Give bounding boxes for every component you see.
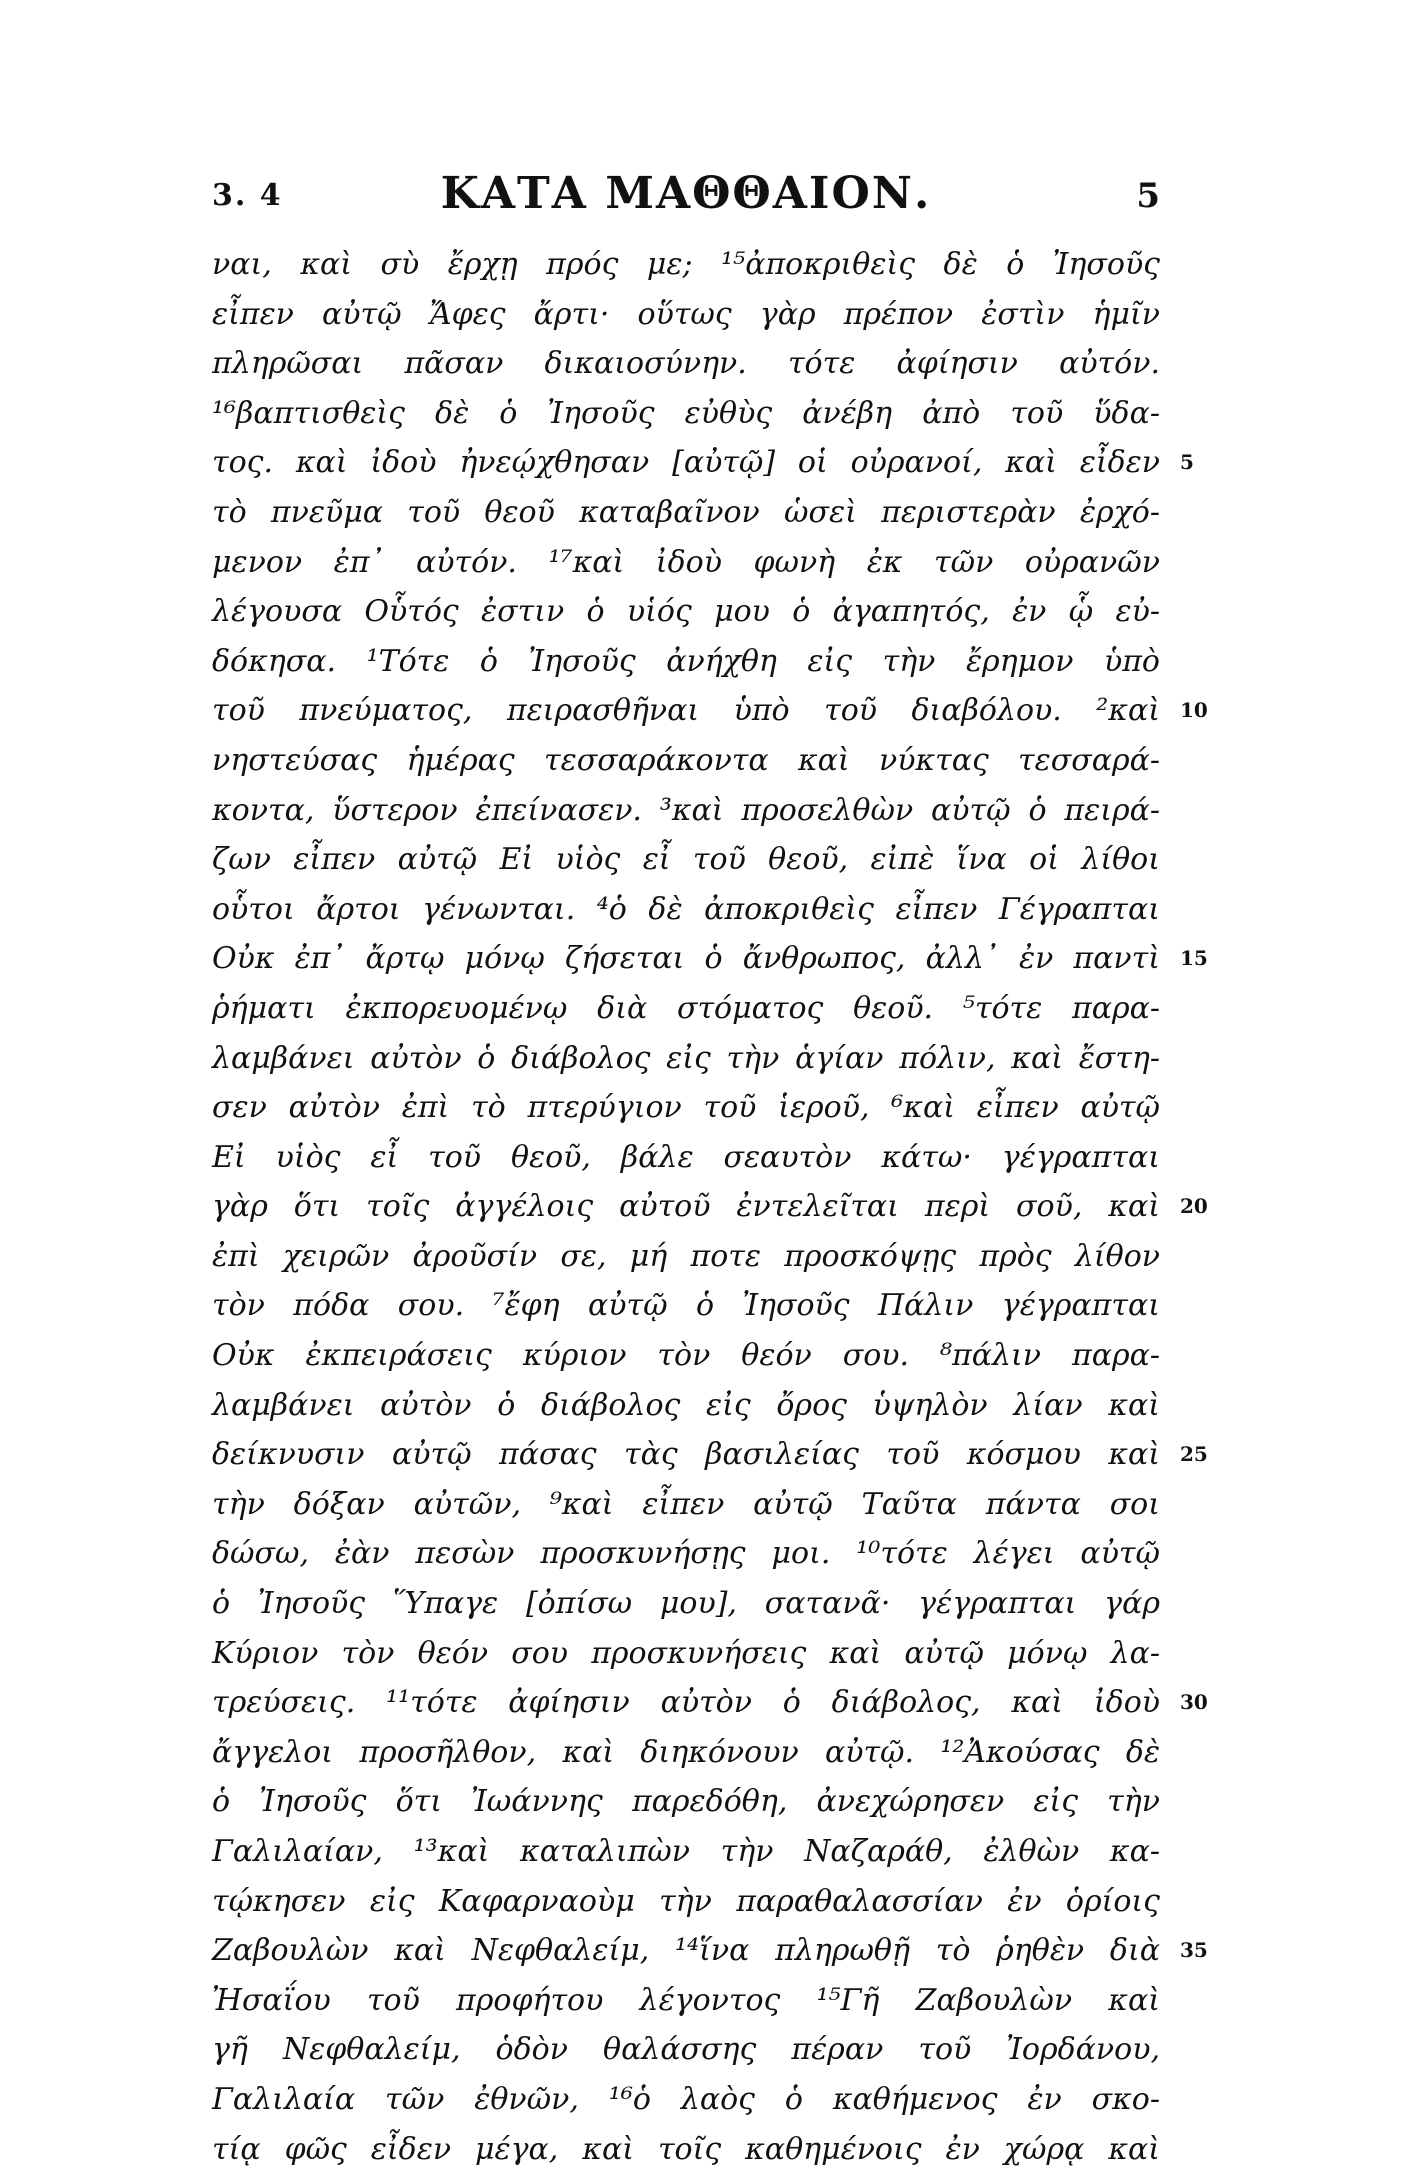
line-text: Γαλιλαίαν, ¹³καὶ καταλιπὼν τὴν Ναζαράθ, ἐλθὼν κα- — [212, 1834, 1160, 1869]
text-line — [212, 240, 1160, 290]
text-line — [212, 1529, 1160, 1579]
text-line — [212, 1579, 1160, 1629]
text-line — [212, 835, 1160, 885]
line-text: Οὐκ ἐπ᾽ ἄρτῳ μόνῳ ζήσεται ὁ ἄνθρωπος, ἀλλ᾽ ἐν παντὶ — [212, 941, 1160, 977]
text-line — [212, 1777, 1160, 1827]
line-text: τοῦ πνεύματος, πειρασθῆναι ὑπὸ τοῦ διαβόλου. ²καὶ — [212, 693, 1160, 729]
text-line — [212, 438, 1194, 488]
line-text: ὁ Ἰησοῦς ὅτι Ἰωάννης παρεδόθη, ἀνεχώρησεν εἰς τὴν — [212, 1784, 1160, 1820]
line-text: τρεύσεις. ¹¹τότε ἀφίησιν αὐτὸν ὁ διάβολος, καὶ ἰδοὺ — [212, 1685, 1160, 1721]
line-text: ἄγγελοι προσῆλθον, καὶ διηκόνουν αὐτῷ. ¹²Ἀκούσας δὲ — [212, 1734, 1160, 1770]
line-text: Ζαβουλὼν καὶ Νεφθαλείμ, ¹⁴ἵνα πληρωθῇ τὸ ῥηθὲν διὰ — [212, 1933, 1160, 1969]
text-line — [212, 1976, 1160, 2026]
text-line — [212, 1133, 1160, 1183]
line-text: σεν αὐτὸν ἐπὶ τὸ πτερύγιον τοῦ ἱεροῦ, ⁶καὶ εἶπεν αὐτῷ — [212, 1090, 1160, 1126]
line-number: 25 — [1180, 1442, 1208, 1467]
line-text: Κύριον τὸν θεόν σου προσκυνήσεις καὶ αὐτῷ μόνῳ λα- — [212, 1635, 1160, 1671]
text-line — [212, 984, 1160, 1034]
text-line — [212, 1331, 1160, 1381]
line-text: τίᾳ φῶς εἶδεν μέγα, καὶ τοῖς καθημένοις ἐν χώρᾳ καὶ — [212, 2131, 1160, 2167]
text-line — [212, 934, 1208, 984]
text-line — [212, 1430, 1208, 1480]
text-line — [212, 1381, 1160, 1431]
line-text: γὰρ ὅτι τοῖς ἀγγέλοις αὐτοῦ ἐντελεῖται περὶ σοῦ, καὶ — [212, 1189, 1160, 1225]
chapter-verse-reference: 3. 4 — [212, 178, 283, 213]
text-line — [212, 786, 1160, 836]
text-line — [212, 1182, 1208, 1232]
text-line — [212, 2125, 1160, 2174]
text-line — [212, 389, 1160, 439]
text-line — [212, 1083, 1160, 1133]
text-line — [212, 1034, 1160, 1084]
line-text: ὁ Ἰησοῦς Ὕπαγε [ὀπίσω μου], σατανᾶ· γέγραπται γάρ — [212, 1586, 1160, 1622]
text-line — [212, 1232, 1160, 1282]
line-number: 5 — [1180, 450, 1194, 475]
text-line — [212, 587, 1160, 637]
line-text: δόκησα. ¹Τότε ὁ Ἰησοῦς ἀνήχθη εἰς τὴν ἔρημον ὑπὸ — [212, 643, 1160, 679]
text-line — [212, 1281, 1160, 1331]
text-line — [212, 2025, 1160, 2075]
text-line — [212, 290, 1160, 340]
line-number: 35 — [1180, 1938, 1208, 1963]
greek-text-block — [212, 240, 1208, 2174]
running-head — [212, 168, 1160, 228]
line-text: οὗτοι ἄρτοι γένωνται. ⁴ὁ δὲ ἀποκριθεὶς εἶπεν Γέγραπται — [212, 891, 1160, 927]
text-line — [212, 1480, 1160, 1530]
line-text: λαμβάνει αὐτὸν ὁ διάβολος εἰς τὴν ἁγίαν πόλιν, καὶ ἔστη- — [212, 1040, 1160, 1076]
line-text: δείκνυσιν αὐτῷ πάσας τὰς βασιλείας τοῦ κόσμου καὶ — [212, 1437, 1160, 1473]
text-line — [212, 1629, 1160, 1679]
line-number: 20 — [1180, 1194, 1208, 1219]
line-text: ¹⁶βαπτισθεὶς δὲ ὁ Ἰησοῦς εὐθὺς ἀνέβη ἀπὸ τοῦ ὕδα- — [212, 395, 1160, 431]
line-text: τῴκησεν εἰς Καφαρναοὺμ τὴν παραθαλασσίαν ἐν ὁρίοις — [212, 1883, 1160, 1919]
text-line — [212, 538, 1160, 588]
text-line — [212, 1877, 1160, 1927]
line-text: Οὐκ ἐκπειράσεις κύριον τὸν θεόν σου. ⁸πάλιν παρα- — [212, 1338, 1160, 1374]
text-line — [212, 736, 1160, 786]
line-text: τος. καὶ ἰδοὺ ἠνεῴχθησαν [αὐτῷ] οἱ οὐρανοί, καὶ εἶδεν — [212, 445, 1160, 481]
line-text: τὸν πόδα σου. ⁷ἔφη αὐτῷ ὁ Ἰησοῦς Πάλιν γέγραπται — [212, 1288, 1160, 1324]
page-number: 5 — [1136, 176, 1160, 216]
line-text: γῆ Νεφθαλείμ, ὁδὸν θαλάσσης πέραν τοῦ Ἰορδάνου, — [212, 2032, 1160, 2068]
line-text: ζων εἶπεν αὐτῷ Εἰ υἱὸς εἶ τοῦ θεοῦ, εἰπὲ ἵνα οἱ λίθοι — [212, 842, 1160, 878]
line-text: ναι, καὶ σὺ ἔρχῃ πρός με; ¹⁵ἀποκριθεὶς δὲ ὁ Ἰησοῦς — [212, 247, 1160, 282]
text-line — [212, 885, 1160, 935]
line-number: 15 — [1180, 946, 1208, 971]
line-text: λαμβάνει αὐτὸν ὁ διάβολος εἰς ὄρος ὑψηλὸν λίαν καὶ — [212, 1387, 1160, 1423]
line-number: 10 — [1180, 698, 1208, 723]
text-line — [212, 2075, 1160, 2125]
text-line — [212, 1827, 1160, 1877]
line-number: 30 — [1180, 1690, 1208, 1715]
line-text: ἐπὶ χειρῶν ἀροῦσίν σε, μή ποτε προσκόψῃς πρὸς λίθον — [212, 1238, 1160, 1274]
running-title: ΚΑΤΑ ΜΑΘΘΑΙΟΝ. — [440, 168, 932, 219]
text-line — [212, 1678, 1208, 1728]
line-text: ῥήματι ἐκπορευομένῳ διὰ στόματος θεοῦ. ⁵τότε παρα- — [212, 990, 1160, 1026]
line-text: τὸ πνεῦμα τοῦ θεοῦ καταβαῖνον ὡσεὶ περιστερὰν ἐρχό- — [212, 494, 1160, 530]
line-text: πληρῶσαι πᾶσαν δικαιοσύνην. τότε ἀφίησιν αὐτόν. — [212, 346, 1160, 382]
line-text: Εἰ υἱὸς εἶ τοῦ θεοῦ, βάλε σεαυτὸν κάτω· γέγραπται — [212, 1139, 1160, 1175]
text-line — [212, 339, 1160, 389]
text-line — [212, 686, 1208, 736]
line-text: δώσω, ἐὰν πεσὼν προσκυνήσῃς μοι. ¹⁰τότε λέγει αὐτῷ — [212, 1536, 1160, 1572]
text-line — [212, 637, 1160, 687]
text-line — [212, 1926, 1208, 1976]
line-text: νηστεύσας ἡμέρας τεσσαράκοντα καὶ νύκτας τεσσαρά- — [212, 742, 1160, 778]
text-line — [212, 488, 1160, 538]
line-text: κοντα, ὕστερον ἐπείνασεν. ³καὶ προσελθὼν αὐτῷ ὁ πειρά- — [212, 792, 1160, 828]
line-text: τὴν δόξαν αὐτῶν, ⁹καὶ εἶπεν αὐτῷ Ταῦτα πάντα σοι — [212, 1486, 1160, 1522]
line-text: εἶπεν αὐτῷ Ἄφες ἄρτι· οὕτως γὰρ πρέπον ἐστὶν ἡμῖν — [212, 296, 1160, 332]
text-line — [212, 1728, 1160, 1778]
line-text: Γαλιλαία τῶν ἐθνῶν, ¹⁶ὁ λαὸς ὁ καθήμενος ἐν σκο- — [212, 2081, 1160, 2117]
line-text: Ἠσαΐου τοῦ προφήτου λέγοντος ¹⁵Γῆ Ζαβουλὼν καὶ — [212, 1982, 1160, 2018]
line-text: μενον ἐπ᾽ αὐτόν. ¹⁷καὶ ἰδοὺ φωνὴ ἐκ τῶν οὐρανῶν — [212, 544, 1160, 580]
line-text: λέγουσα Οὗτός ἐστιν ὁ υἱός μου ὁ ἀγαπητός, ἐν ᾧ εὐ- — [212, 594, 1160, 630]
